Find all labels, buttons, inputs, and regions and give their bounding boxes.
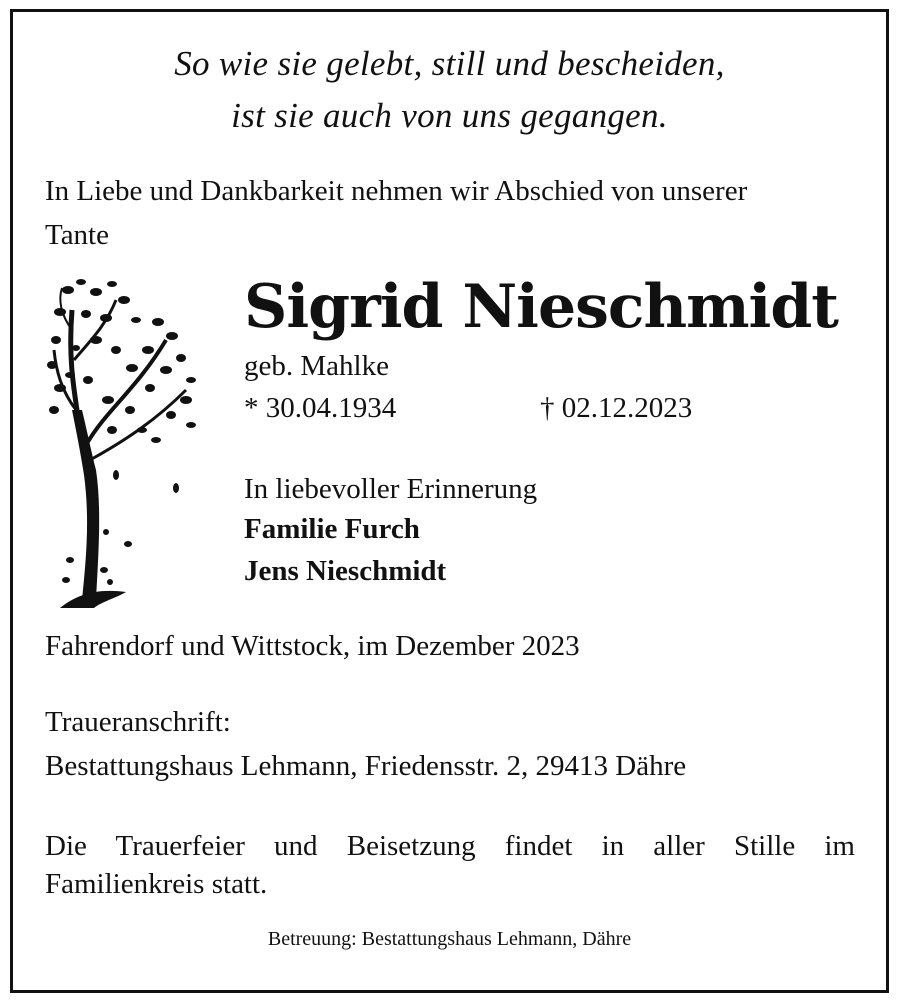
deceased-name: Sigrid Nieschmidt bbox=[244, 272, 839, 342]
mourners-intro: In liebevoller Erinnerung bbox=[244, 473, 538, 505]
death-date: † 02.12.2023 bbox=[540, 392, 693, 424]
footer-undertaker: Betreuung: Bestattungshaus Lehmann, Dähre bbox=[267, 928, 632, 950]
ceremony-line-1: Die Trauerfeier und Beisetzung findet in aller Stille im bbox=[45, 830, 855, 862]
mourner-jens-nieschmidt: Jens Nieschmidt bbox=[244, 555, 447, 587]
birth-date: * 30.04.1934 bbox=[244, 392, 397, 424]
motto-line-1: So wie sie gelebt, still und bescheiden, bbox=[174, 44, 725, 83]
motto-line-2: ist sie auch von uns gegangen. bbox=[231, 96, 668, 135]
intro-line-1: In Liebe und Dankbarkeit nehmen wir Abschied von unserer bbox=[45, 175, 748, 207]
intro-line-2: Tante bbox=[45, 219, 109, 251]
place-date: Fahrendorf und Wittstock, im Dezember 2023 bbox=[45, 630, 580, 662]
mourner-family-furch: Familie Furch bbox=[244, 513, 420, 545]
address-label: Traueranschrift: bbox=[45, 706, 231, 738]
maiden-name: geb. Mahlke bbox=[244, 350, 389, 382]
address-value: Bestattungshaus Lehmann, Friedensstr. 2, 29413 Dähre bbox=[45, 750, 687, 782]
tree-icon bbox=[46, 270, 201, 615]
ceremony-line-2: Familienkreis statt. bbox=[45, 868, 268, 900]
